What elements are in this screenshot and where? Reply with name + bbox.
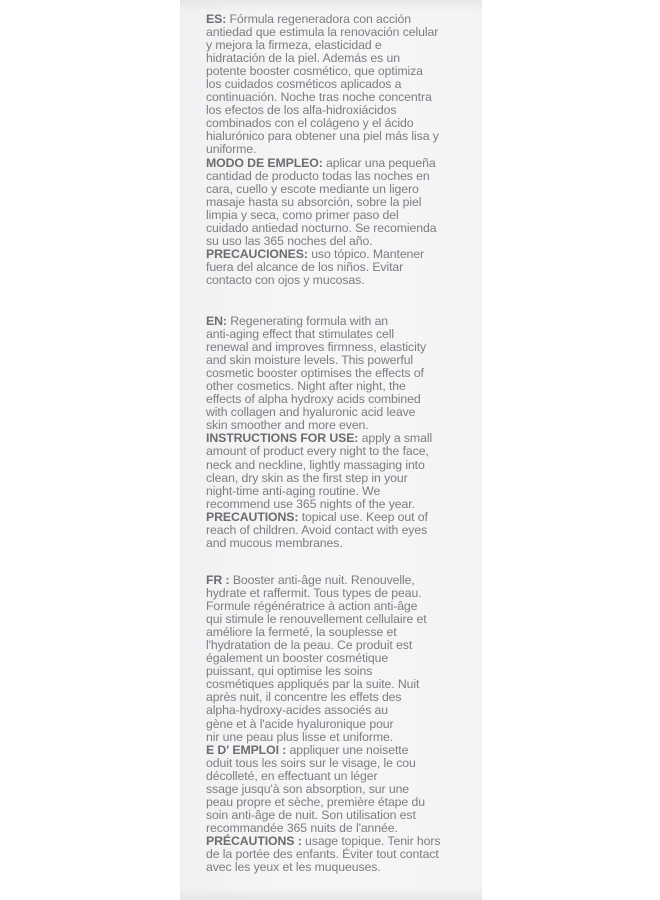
fr-precautions-text: usage topique. Tenir hors de la portée des enfants. Éviter tout contact avec les yeux et les muqueuses. bbox=[206, 833, 441, 875]
fr-usage-text: appliquer une noisette oduit tous les soirs sur le visage, le cou décolleté, en effectuant un léger ssage jusqu'à son absorption, sur une peau propre et sèche, première étape du soin anti-âge de nuit. Son utilisation est recommandée 365 nuits de l'année. bbox=[206, 742, 425, 835]
fr-precautions-label: PRÉCAUTIONS : bbox=[206, 833, 302, 848]
section-spanish bbox=[206, 13, 460, 287]
en-description: Regenerating formula with an anti-aging effect that stimulates cell renewal and improves firmness, elasticity and skin moisture levels. This powerful cosmetic booster optimises the effects of other cosmetics. Night after night, the effects of alpha hydroxy acids combined with collagen and hyaluronic acid leave skin smoother and more even. bbox=[206, 314, 427, 433]
fr-description: Booster anti-âge nuit. Renouvelle, hydrate et raffermit. Tous types de peau. Formule régénératrice à action anti-âge qui stimule le renouvellement cellulaire et améliore la fermeté, la souplesse et l'hydratation de la peau. Ce produit est également un booster cosmétique puissant, qui optimise les soins cosmétiques appliqués par la suite. Nuit après nuit, il concentre les effets des alpha-hydroxy-acides associés au gène et à l'acide hyaluronique pour nir une peau plus lisse et uniforme. bbox=[206, 573, 427, 744]
fr-usage-label: E D' EMPLOI : bbox=[206, 742, 287, 757]
en-precautions-text: topical use. Keep out of reach of children. Avoid contact with eyes and mucous membranes. bbox=[206, 509, 428, 550]
es-usage-text: aplicar una pequeña cantidad de producto todas las noches en cara, cuello y escote mediante un ligero masaje hasta su absorción, sobre la piel limpia y seca, como primer paso del cuidado antiedad nocturno. Se recomienda su uso las 365 noches del año. bbox=[206, 155, 437, 248]
section-english bbox=[206, 315, 460, 550]
en-usage-text: apply a small amount of product every night to the face, neck and neckline, lightly massaging into clean, dry skin as the first step in your night-time anti-aging routine. We recommend use 365 nights of the year. bbox=[206, 431, 433, 511]
en-usage-label: INSTRUCTIONS FOR USE: bbox=[206, 431, 359, 446]
fr-label: FR : bbox=[206, 573, 230, 587]
es-precautions-text: uso tópico. Mantener fuera del alcance de los niños. Evitar contacto con ojos y mucosas. bbox=[206, 246, 425, 287]
en-label: EN: bbox=[206, 314, 227, 328]
section-french bbox=[206, 574, 460, 874]
es-usage-label: MODO DE EMPLEO: bbox=[206, 155, 323, 170]
es-description: Fórmula regeneradora con acción antiedad que estimula la renovación celular y mejora la firmeza, elasticidad e hidratación de la piel. Además es un potente booster cosmético, que optimiza los cuidados cosméticos aplicados a continuación. Noche tras noche concentra los efectos de los alfa-hidroxiácidos combinados con el colágeno y el ácido hialurónico para obtener una piel más lisa y uniforme. bbox=[206, 12, 439, 157]
es-label: ES: bbox=[206, 12, 227, 26]
es-precautions-label: PRECAUCIONES: bbox=[206, 246, 308, 261]
en-precautions-label: PRECAUTIONS: bbox=[206, 509, 299, 524]
